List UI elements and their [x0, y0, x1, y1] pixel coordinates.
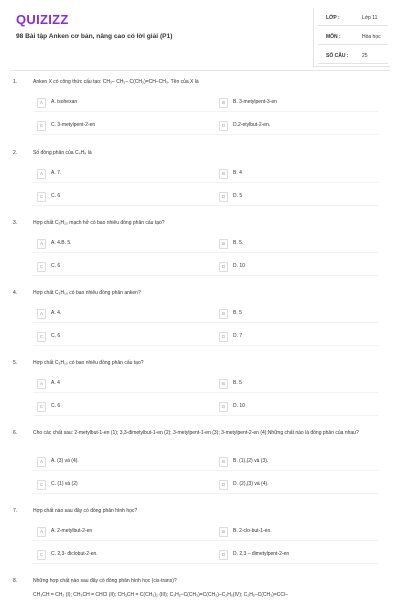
option-letter-box: D: [219, 550, 228, 560]
option-letter-box: A: [37, 379, 46, 389]
option-row-divider: [33, 182, 378, 183]
option-text: D. 10: [233, 263, 245, 269]
question-number: 3.: [13, 220, 18, 226]
question-text: Hợp chất C₅H₁₀ mạch hở có bao nhiêu đồng phân cấu tạo?: [33, 220, 165, 226]
option-text: A. 7.: [51, 170, 62, 176]
answer-option-c[interactable]: [37, 402, 207, 412]
option-text: B. (1),(2) và (3).: [233, 458, 269, 464]
option-text: C. 6: [51, 263, 61, 269]
question-number: 1.: [13, 79, 18, 85]
option-text: D. 5: [233, 193, 243, 199]
option-text: D. 2,3 – đimetylpent-2-en: [233, 551, 290, 557]
answer-option-c[interactable]: [37, 192, 207, 202]
question-text: Số đồng phân của C₄H₈ là: [33, 150, 92, 156]
answer-option-d[interactable]: [219, 192, 389, 202]
option-row-divider: [33, 540, 378, 541]
option-letter-box: D: [219, 192, 228, 202]
option-row-divider: [33, 111, 378, 112]
option-row-divider: [33, 205, 378, 206]
answer-option-d[interactable]: [219, 262, 389, 272]
option-letter-box: D: [219, 402, 228, 412]
worksheet-meta: [318, 12, 388, 69]
option-text: D. (2),(3) và (4).: [233, 481, 269, 487]
option-letter-box: D: [219, 262, 228, 272]
answer-option-d[interactable]: [219, 550, 389, 560]
question-number: 6.: [13, 430, 18, 436]
answer-option-a[interactable]: [37, 309, 207, 319]
option-letter-box: B: [219, 379, 228, 389]
option-row-divider: [33, 322, 378, 323]
option-letter-box: B: [219, 527, 228, 537]
option-text: C. 6: [51, 333, 61, 339]
answer-option-c[interactable]: [37, 550, 207, 560]
option-text: A. (3) và (4).: [51, 458, 79, 464]
option-text: B. 4: [233, 170, 242, 176]
question-number: 7.: [13, 508, 18, 514]
header-divider: [10, 70, 390, 71]
option-text: A. 4.B. 5.: [51, 240, 72, 246]
meta-label: LỚP :: [326, 15, 340, 21]
quizizz-logo: QUIZIZZ: [16, 12, 69, 27]
option-letter-box: B: [219, 309, 228, 319]
question-text: Hợp chất C₅H₁₀ có bao nhiêu đồng phân cấu tạo?: [33, 360, 144, 366]
option-text: B. 3-metylpent-3-en: [233, 99, 277, 105]
option-letter-box: D: [219, 121, 228, 131]
question-number: 2.: [13, 150, 18, 156]
option-letter-box: C: [37, 262, 46, 272]
option-row-divider: [33, 493, 378, 494]
answer-option-b[interactable]: [219, 457, 389, 467]
question-text: Hợp chất C₅H₁₀ có bao nhiêu đồng phân anken?: [33, 290, 141, 296]
option-row-divider: [33, 252, 378, 253]
option-text: A. 4: [51, 380, 60, 386]
answer-option-a[interactable]: [37, 169, 207, 179]
option-text: C. (1) và (2): [51, 481, 78, 487]
option-text: B. 2-clo-but-1-en.: [233, 528, 272, 534]
option-text: A. 2-metylbut-2-en: [51, 528, 93, 534]
option-text: A. 4.: [51, 310, 62, 316]
option-row-divider: [33, 275, 378, 276]
worksheet-header: [0, 0, 400, 68]
question-number: 8.: [13, 578, 18, 584]
option-text: A. isohexan: [51, 99, 78, 105]
question-text: Cho các chất sau: 2-metylbut-1-en (1); 3,3-đimetylbut-1-en (2); 3-metylpent-1-en (3); 3-metylpent-2-en (4);Những chất nào là đồng phân của nhau?: [33, 430, 359, 436]
question-text: Hợp chất nào sau đây có đồng phân hình học?: [33, 508, 138, 514]
answer-option-c[interactable]: [37, 262, 207, 272]
option-letter-box: B: [219, 169, 228, 179]
meta-value: Lớp 11: [362, 15, 378, 21]
option-text: C. 6: [51, 403, 61, 409]
option-letter-box: A: [37, 169, 46, 179]
option-text: C. 2,3- điclobut-2-en.: [51, 551, 98, 557]
question-extra-text: CH₃CH = CH₂ (I); CH₃CH = CHCl (II); CH₃CH = C(CH₃)₂ (III); C₂H₅–C(CH₃)=C(CH₃)–C₂H₅(IV); C₂H₅–C(CH₃)=CCl–: [33, 592, 288, 598]
meta-value: Hóa học: [362, 34, 381, 40]
meta-row-grade: [318, 12, 388, 26]
option-text: B. 5.: [233, 240, 244, 246]
option-letter-box: B: [219, 98, 228, 108]
option-letter-box: A: [37, 527, 46, 537]
option-letter-box: B: [219, 457, 228, 467]
option-row-divider: [33, 345, 378, 346]
answer-option-d[interactable]: [219, 121, 389, 131]
option-letter-box: A: [37, 457, 46, 467]
answer-option-c[interactable]: [37, 332, 207, 342]
meta-row-subject: [318, 31, 388, 45]
answer-option-b[interactable]: [219, 239, 389, 249]
answer-option-c[interactable]: [37, 480, 207, 490]
option-row-divider: [33, 563, 378, 564]
question-number: 4.: [13, 290, 18, 296]
answer-option-b[interactable]: [219, 527, 389, 537]
option-letter-box: A: [37, 239, 46, 249]
meta-row-count: [318, 50, 388, 64]
option-letter-box: C: [37, 550, 46, 560]
answer-option-b[interactable]: [219, 309, 389, 319]
option-letter-box: C: [37, 192, 46, 202]
answer-option-a[interactable]: [37, 527, 207, 537]
option-text: B. 5: [233, 380, 242, 386]
option-letter-box: A: [37, 309, 46, 319]
option-row-divider: [33, 470, 378, 471]
answer-option-a[interactable]: [37, 457, 207, 467]
option-row-divider: [33, 134, 378, 135]
option-row-divider: [33, 415, 378, 416]
meta-label: SỐ CÂU :: [326, 53, 349, 59]
option-letter-box: B: [219, 239, 228, 249]
meta-label: MÔN :: [326, 34, 341, 40]
option-letter-box: C: [37, 332, 46, 342]
answer-option-b[interactable]: [219, 169, 389, 179]
answer-option-d[interactable]: [219, 332, 389, 342]
worksheet-title: 98 Bài tập Anken cơ bản, nâng cao có lời giải (P1): [16, 33, 173, 40]
answer-option-a[interactable]: [37, 379, 207, 389]
question-number: 5.: [13, 360, 18, 366]
option-text: C. 6: [51, 193, 61, 199]
option-row-divider: [33, 392, 378, 393]
option-text: B. 5: [233, 310, 242, 316]
answer-option-d[interactable]: [219, 480, 389, 490]
answer-option-b[interactable]: [219, 98, 389, 108]
answer-option-c[interactable]: [37, 121, 207, 131]
answer-option-a[interactable]: [37, 239, 207, 249]
option-text: D.2-etylbut-2-en.: [233, 122, 271, 128]
option-text: D. 7: [233, 333, 243, 339]
option-letter-box: D: [219, 480, 228, 490]
option-text: D. 10: [233, 403, 245, 409]
question-text: Những hợp chất nào sau đây có đồng phân hình học (cis-trans)?: [33, 578, 177, 584]
option-letter-box: C: [37, 402, 46, 412]
option-letter-box: C: [37, 480, 46, 490]
question-text: Anken X có công thức cấu tạo: CH₃– CH₂– C(CH₃)=CH–CH₃. Tên của X là: [33, 79, 199, 85]
answer-option-b[interactable]: [219, 379, 389, 389]
option-letter-box: A: [37, 98, 46, 108]
meta-value: 25: [362, 53, 368, 59]
answer-option-a[interactable]: [37, 98, 207, 108]
option-letter-box: D: [219, 332, 228, 342]
option-text: C. 3-metylpent-2-en: [51, 122, 96, 128]
option-letter-box: C: [37, 121, 46, 131]
answer-option-d[interactable]: [219, 402, 389, 412]
